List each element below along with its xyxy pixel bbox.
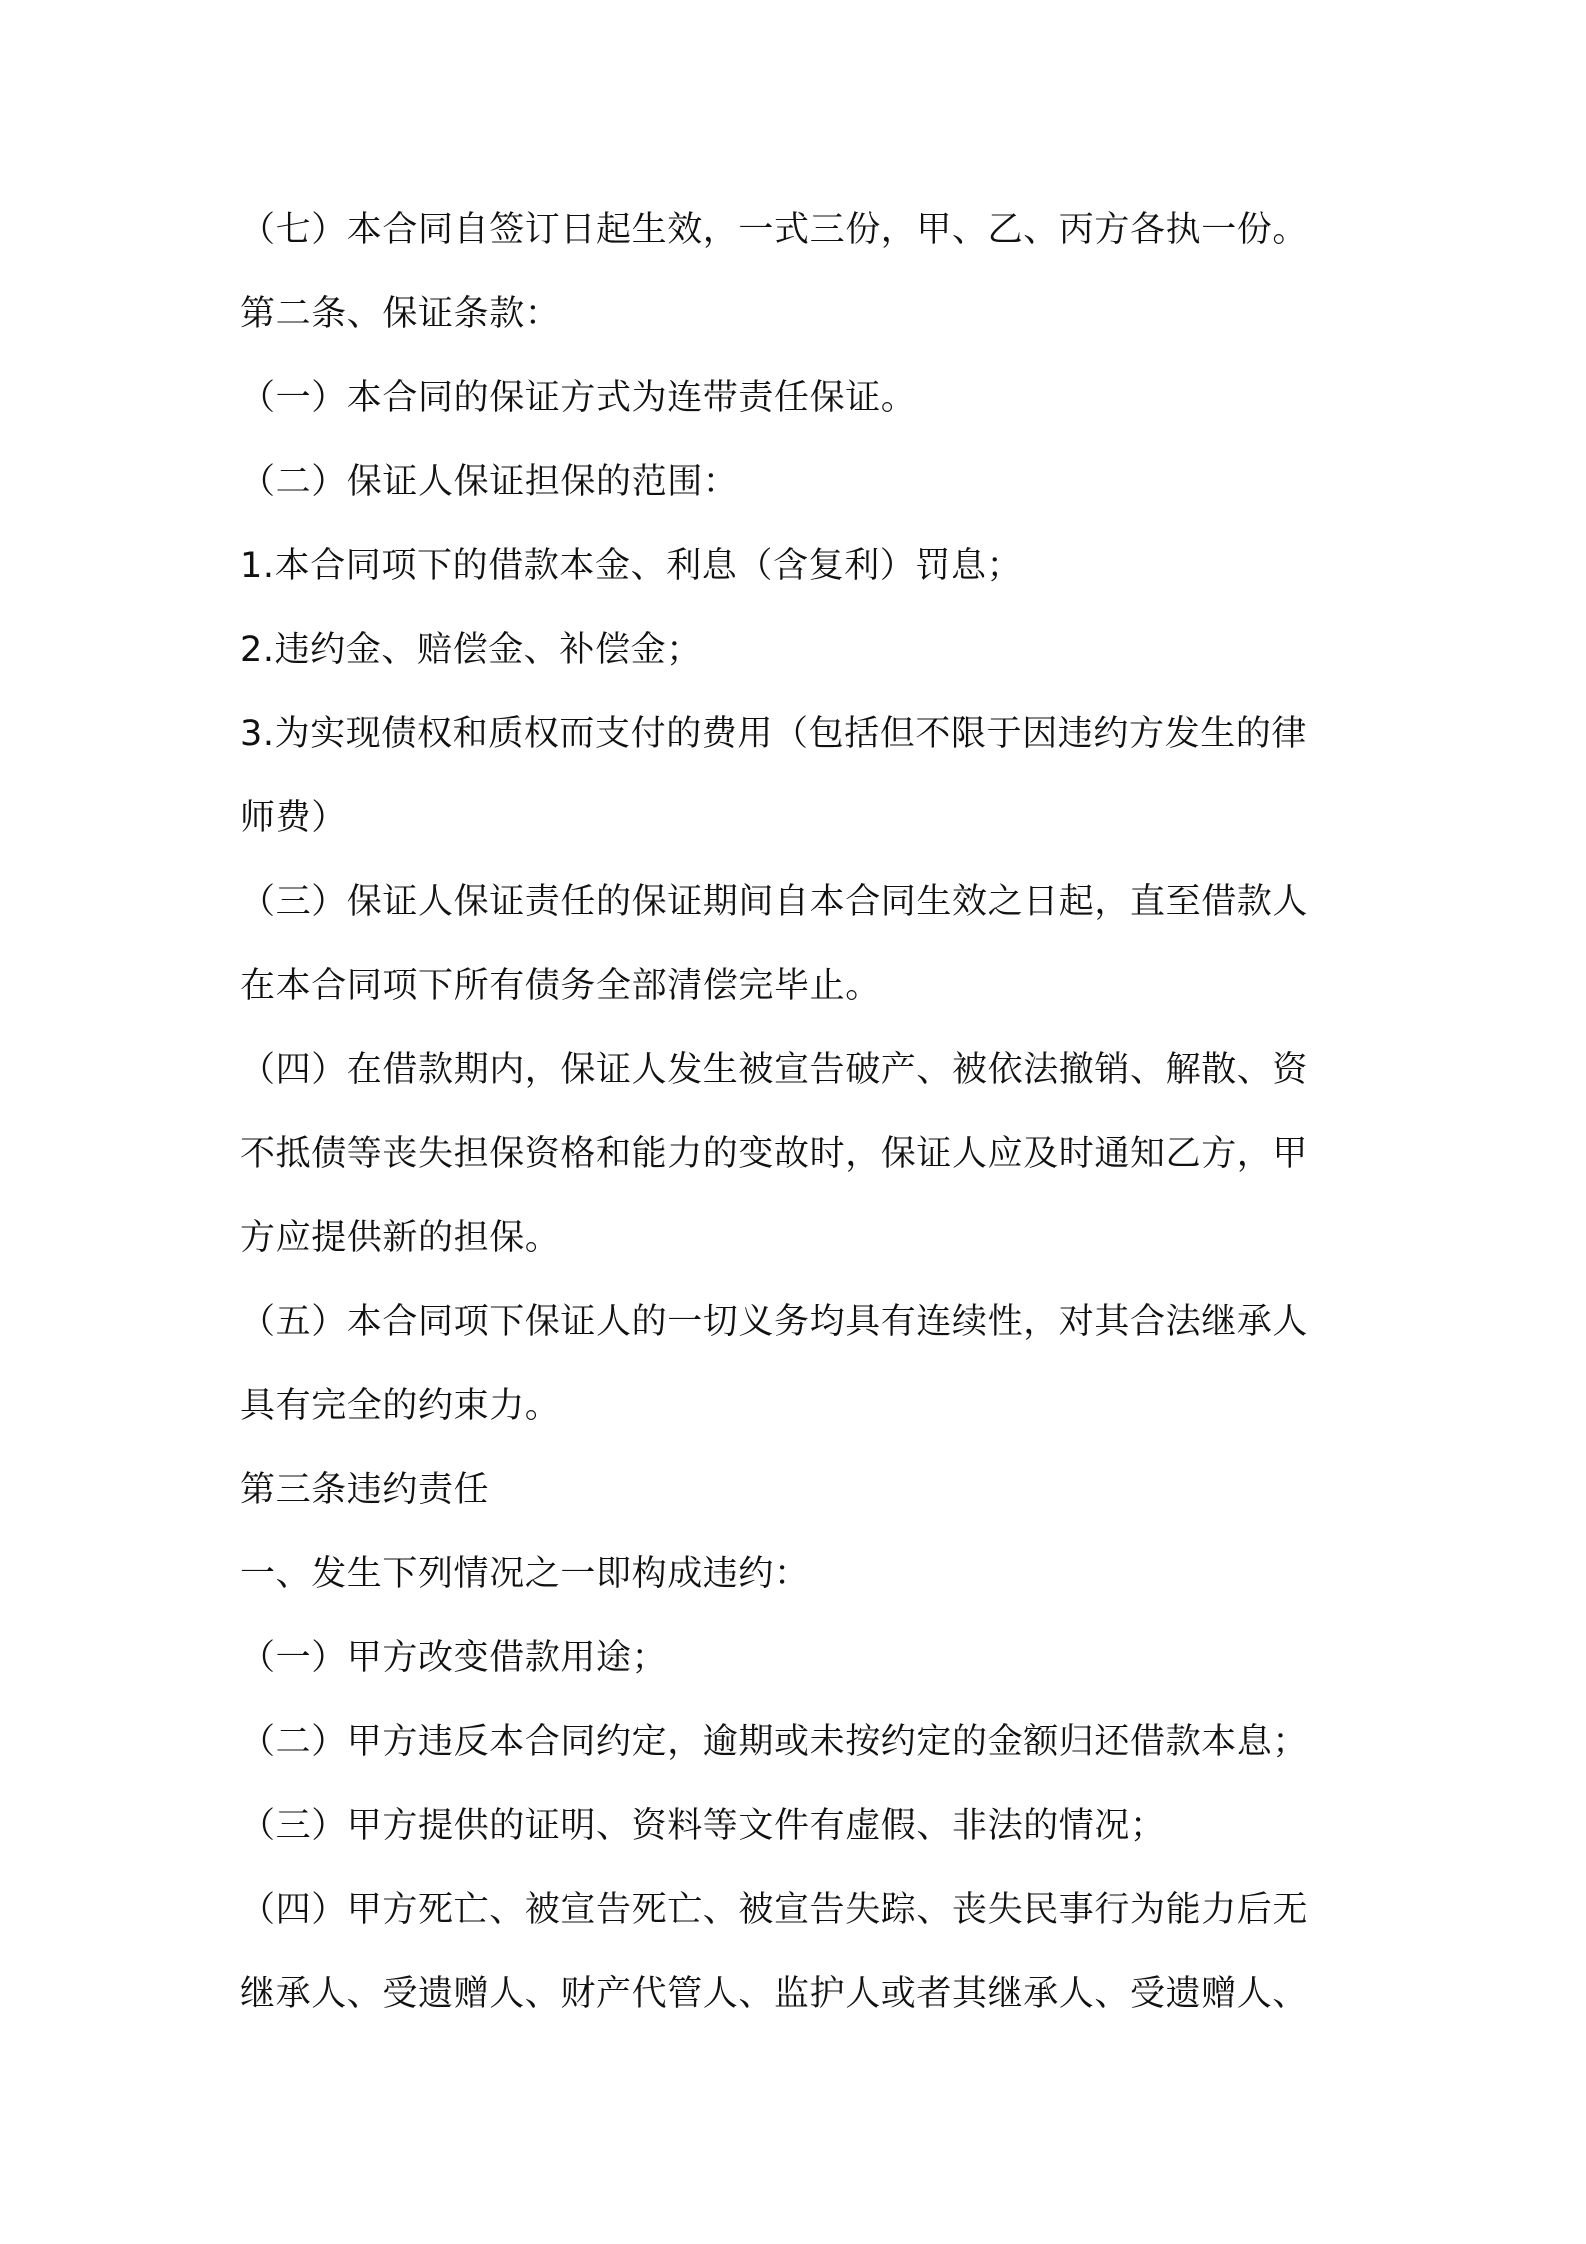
- clause-guarantee-period: （三）保证人保证责任的保证期间自本合同生效之日起，直至借款人: [240, 882, 1309, 922]
- clause-7-effective: （七）本合同自签订日起生效，一式三份，甲、乙、丙方各执一份。: [240, 210, 1309, 250]
- clause-guarantor-change-cont-1: 不抵债等丧失担保资格和能力的变故时，保证人应及时通知乙方，甲: [240, 1134, 1309, 1174]
- breach-intro: 一、发生下列情况之一即构成违约：: [240, 1554, 810, 1594]
- clause-guarantor-change: （四）在借款期内，保证人发生被宣告破产、被依法撤销、解散、资: [240, 1050, 1309, 1090]
- clause-continuity: （五）本合同项下保证人的一切义务均具有连续性，对其合法继承人: [240, 1302, 1309, 1342]
- clause-guarantee-scope: （二）保证人保证担保的范围：: [240, 462, 739, 502]
- scope-item-3: 3.为实现债权和质权而支付的费用（包括但不限于因违约方发生的律: [240, 714, 1307, 754]
- clause-guarantee-period-cont: 在本合同项下所有债务全部清偿完毕止。: [240, 966, 881, 1006]
- breach-item-4-cont: 继承人、受遗赠人、财产代管人、监护人或者其继承人、受遗赠人、: [240, 1974, 1309, 2014]
- article-3-heading: 第三条违约责任: [240, 1470, 490, 1510]
- clause-continuity-cont: 具有完全的约束力。: [240, 1386, 561, 1426]
- breach-item-2: （二）甲方违反本合同约定，逾期或未按约定的金额归还借款本息；: [240, 1722, 1309, 1762]
- scope-item-2: 2.违约金、赔偿金、补偿金；: [240, 630, 702, 670]
- breach-item-3: （三）甲方提供的证明、资料等文件有虚假、非法的情况；: [240, 1806, 1166, 1846]
- breach-item-1: （一）甲方改变借款用途；: [240, 1638, 668, 1678]
- scope-item-3-cont: 师费）: [240, 798, 347, 838]
- scope-item-1: 1.本合同项下的借款本金、利息（含复利）罚息；: [240, 546, 1023, 586]
- clause-guarantor-change-cont-2: 方应提供新的担保。: [240, 1218, 561, 1258]
- clause-guarantee-method: （一）本合同的保证方式为连带责任保证。: [240, 378, 917, 418]
- article-2-heading: 第二条、保证条款：: [240, 294, 561, 334]
- breach-item-4: （四）甲方死亡、被宣告死亡、被宣告失踪、丧失民事行为能力后无: [240, 1890, 1309, 1930]
- document-body: [240, 188, 1360, 2036]
